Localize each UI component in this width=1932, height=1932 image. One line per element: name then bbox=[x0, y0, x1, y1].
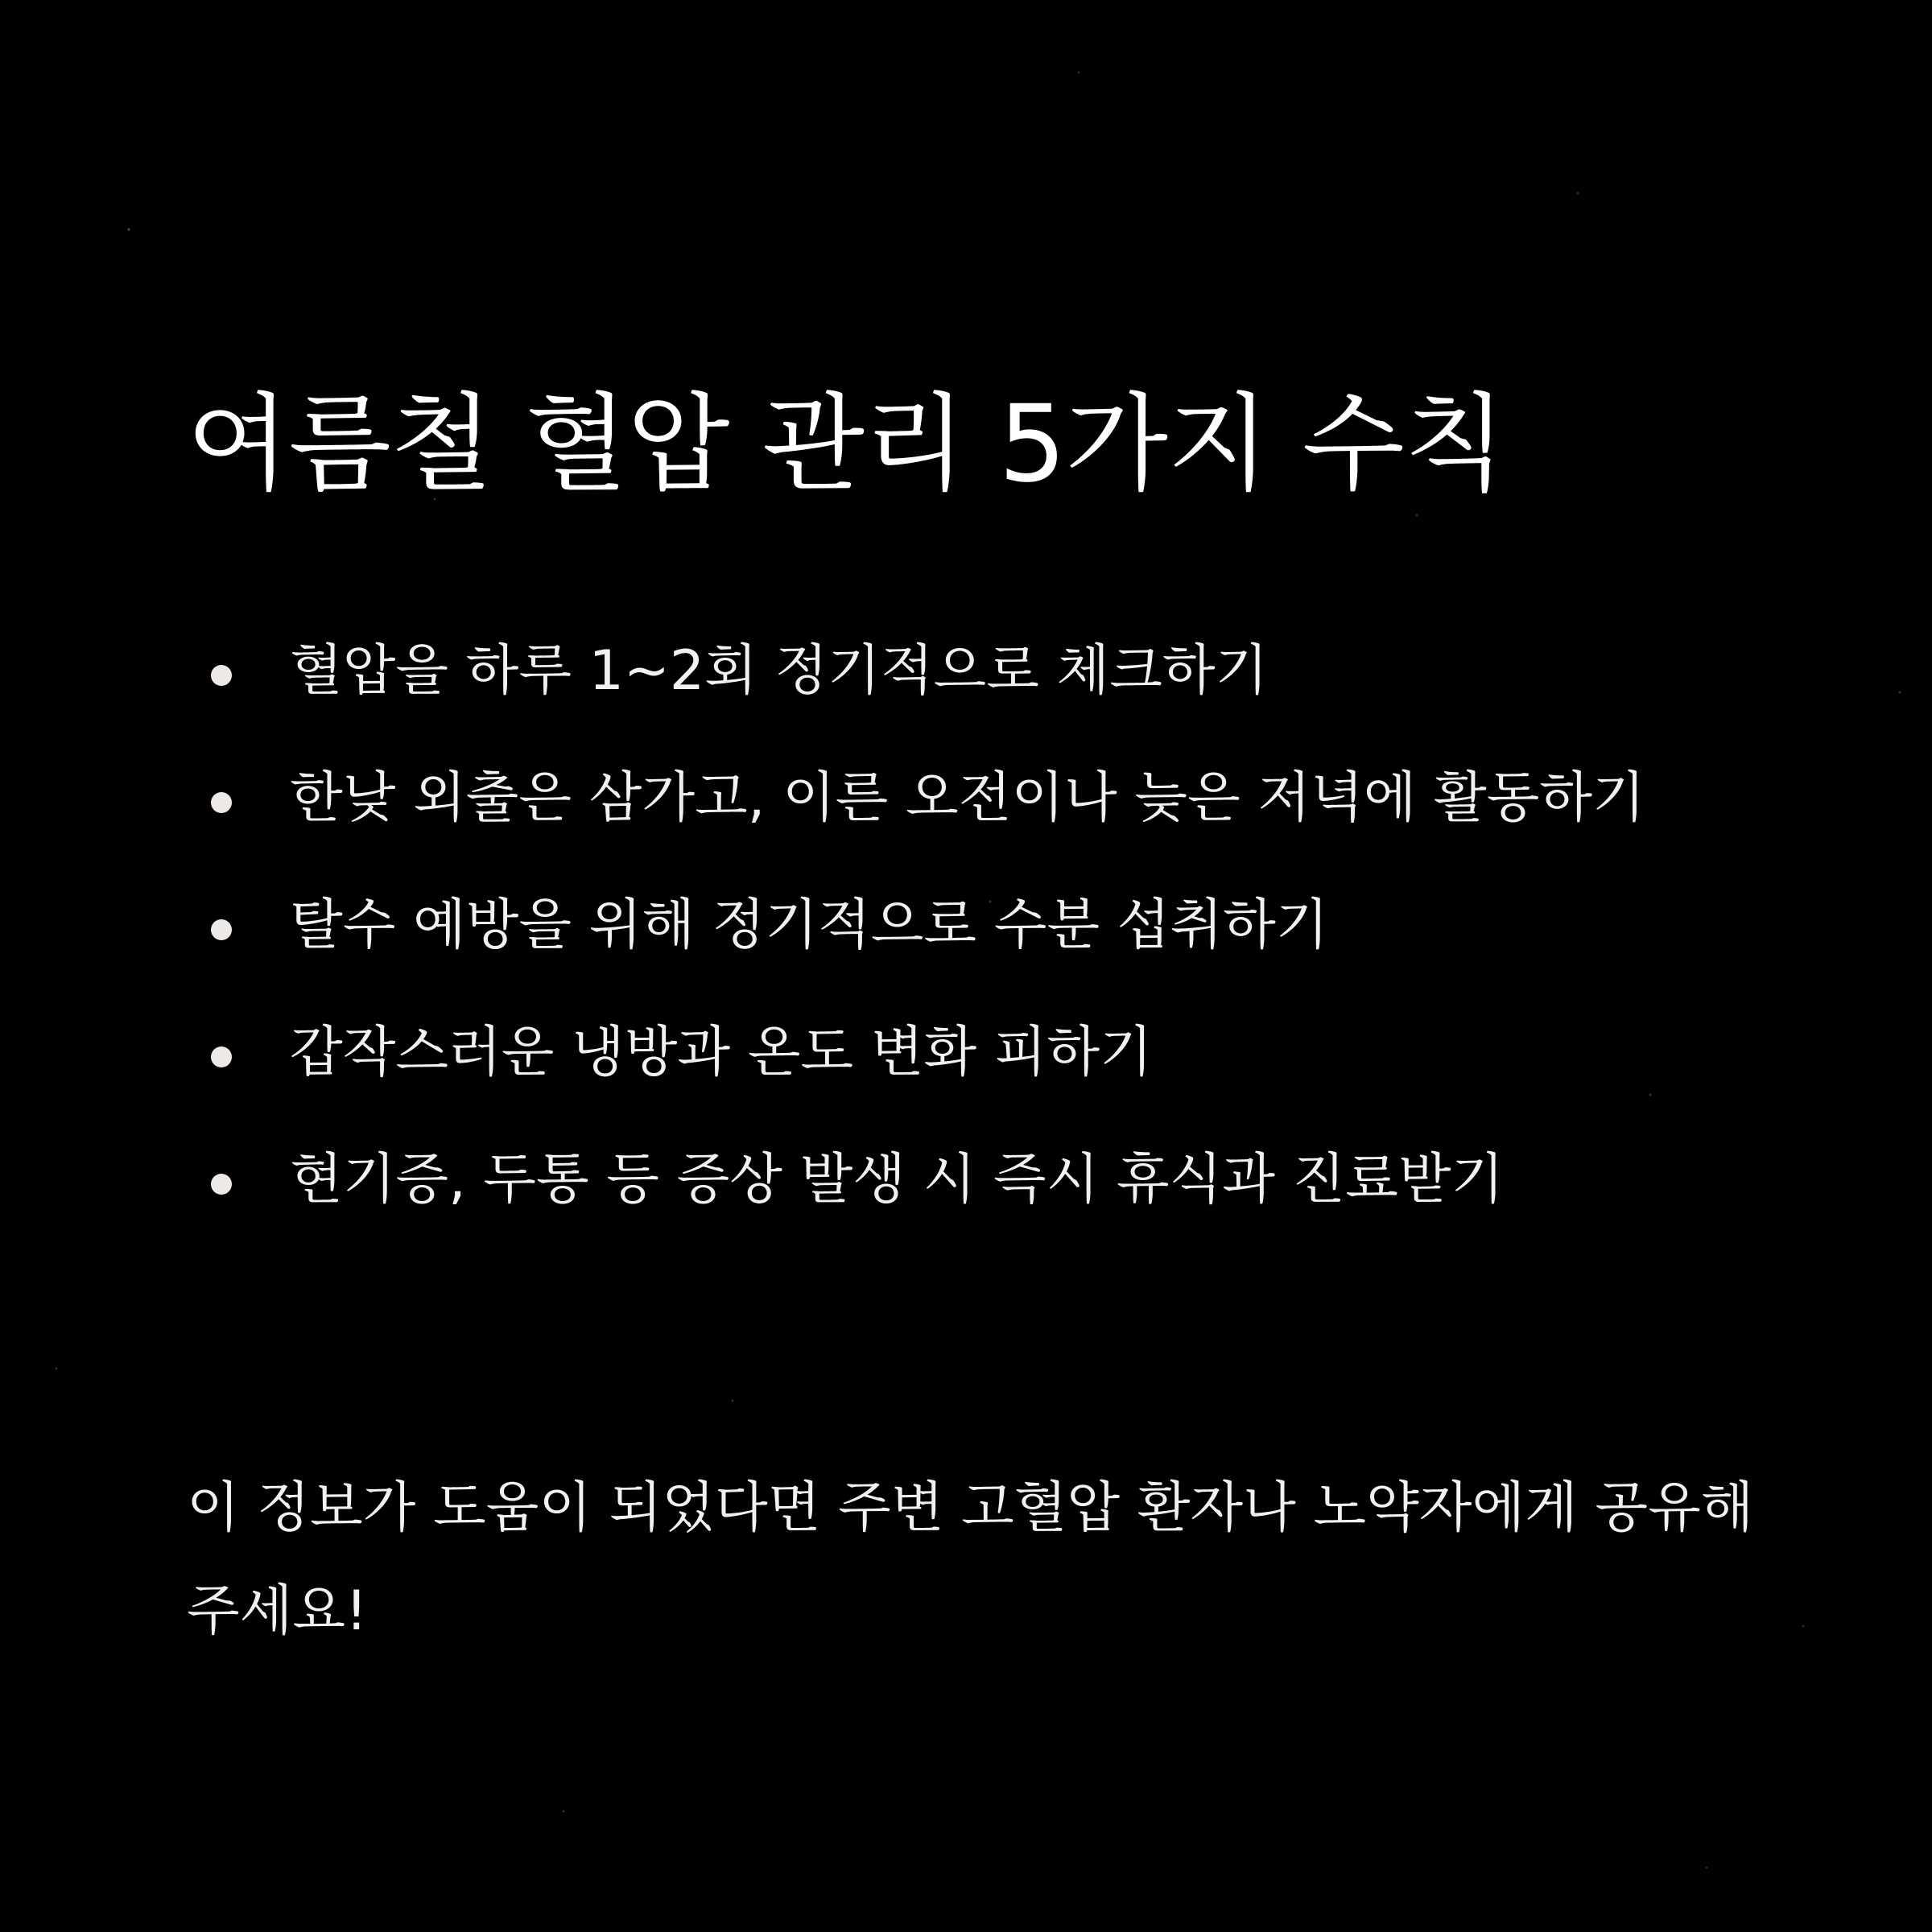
bullet-icon bbox=[211, 1174, 232, 1195]
tip-item bbox=[187, 874, 1765, 977]
page-title: 여름철 혈압 관리 5가지 수칙 bbox=[187, 382, 1506, 507]
tip-text: 갑작스러운 냉방과 온도 변화 피하기 bbox=[290, 1021, 1153, 1084]
tip-item bbox=[187, 1001, 1765, 1104]
bullet-icon bbox=[211, 919, 232, 940]
tip-item bbox=[187, 1129, 1765, 1232]
tip-text: 한낮 외출은 삼가고, 이른 오전이나 늦은 저녁에 활동하기 bbox=[290, 766, 1645, 830]
tip-item bbox=[187, 747, 1765, 850]
tips-list bbox=[187, 620, 1765, 1256]
bullet-icon bbox=[211, 792, 232, 813]
tip-text: 혈압을 하루 1~2회 정기적으로 체크하기 bbox=[290, 639, 1269, 703]
share-message: 이 정보가 도움이 되었다면 주변 고혈압 환자나 노약자에게 공유해 주세요! bbox=[187, 1476, 1754, 1643]
tip-text: 현기증, 두통 등 증상 발생 시 즉시 휴식과 진료받기 bbox=[290, 1148, 1505, 1212]
tip-text: 탈수 예방을 위해 정기적으로 수분 섭취하기 bbox=[290, 894, 1329, 957]
bullet-icon bbox=[211, 665, 232, 686]
tip-item bbox=[187, 620, 1765, 723]
bullet-icon bbox=[211, 1046, 232, 1067]
